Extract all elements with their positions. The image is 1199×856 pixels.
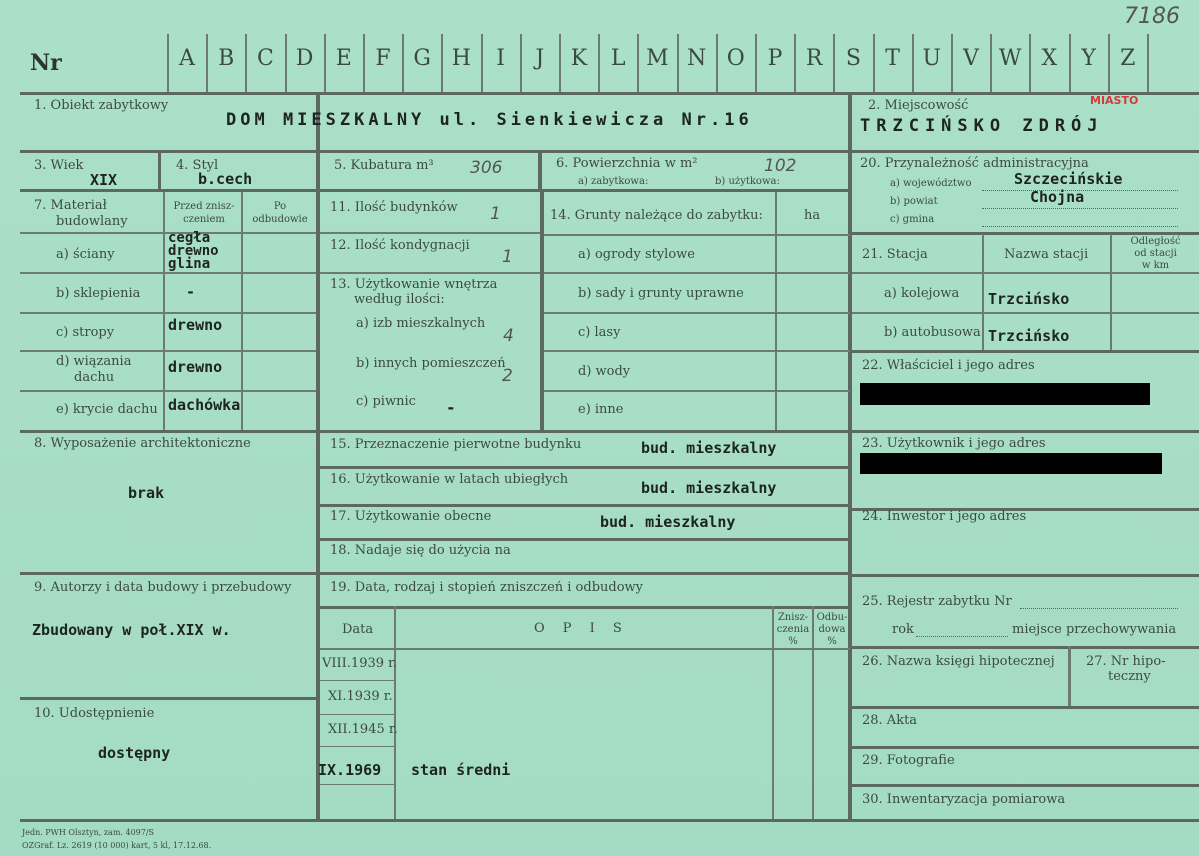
- field-6-label: 6. Powierzchnia w m²: [556, 156, 698, 171]
- letter-separator: [951, 34, 953, 92]
- field-14-row: c) lasy: [578, 325, 621, 340]
- material-row-label: a) ściany: [56, 247, 115, 262]
- letter-j: J: [535, 46, 545, 71]
- card-bottom: [20, 819, 1199, 822]
- f7-hline: [20, 390, 316, 392]
- material-before-value: dachówka: [168, 396, 241, 414]
- field-19-date: XII.1945 r.: [328, 722, 398, 737]
- field-10-label: 10. Udostępnienie: [34, 706, 155, 721]
- field-11-value: 1: [490, 204, 501, 224]
- hline: [544, 312, 850, 314]
- field-25-label: 25. Rejestr zabytku Nr: [862, 594, 1012, 609]
- letter-b: B: [218, 46, 235, 71]
- field-14-row: b) sady i grunty uprawne: [578, 286, 744, 301]
- field-13-a-value: 4: [503, 326, 514, 346]
- letter-f: F: [375, 46, 391, 71]
- field-21-col-dist: w km: [1141, 260, 1170, 271]
- hline: [320, 572, 850, 575]
- letter-v: V: [963, 46, 979, 71]
- field-3-label: 3. Wiek: [34, 158, 84, 173]
- row-2-divider-right: [852, 232, 1199, 235]
- letter-separator: [912, 34, 914, 92]
- field-3-value: XIX: [90, 171, 118, 189]
- letter-i: I: [496, 46, 505, 71]
- hline: [852, 646, 1199, 649]
- redaction-owner: [860, 383, 1150, 405]
- hline: [852, 350, 1199, 353]
- material-row-label: c) stropy: [56, 325, 115, 340]
- letter-separator: [245, 34, 247, 92]
- field-7-col-before-2: czeniem: [183, 214, 225, 225]
- header-divider: [20, 92, 1199, 95]
- f7-vline-1: [163, 192, 165, 430]
- field-20-c-label: c) gmina: [890, 214, 935, 225]
- field-20-a-label: a) województwo: [890, 178, 972, 189]
- hline: [320, 648, 850, 650]
- letter-m: M: [646, 46, 669, 71]
- letter-separator: [1069, 34, 1071, 92]
- f7-vline-2: [241, 192, 243, 430]
- letter-separator: [559, 34, 561, 92]
- field-19-date: VIII.1939 r.: [322, 656, 398, 671]
- field-12-label: 12. Ilość kondygnacji: [330, 238, 470, 253]
- field-19-label: 19. Data, rodzaj i stopień zniszczeń i odbudowy: [330, 580, 644, 595]
- f7-hline: [20, 350, 316, 352]
- material-before-value: drewno: [168, 316, 223, 334]
- hline: [320, 232, 540, 234]
- hline: [544, 350, 850, 352]
- field-17-label: 17. Użytkowanie obecne: [330, 509, 492, 524]
- hline: [544, 390, 850, 392]
- field-16-value: bud. mieszkalny: [641, 479, 777, 497]
- letter-w: W: [998, 46, 1022, 71]
- field-11-label: 11. Ilość budynków: [330, 200, 458, 215]
- field-19-opis: stan średni: [411, 761, 511, 779]
- dotted-line: [1020, 608, 1178, 609]
- divider-3-4: [158, 153, 161, 189]
- field-19-col-odbu: dowa: [818, 624, 846, 635]
- dotted-line: [916, 636, 1008, 637]
- field-29-label: 29. Fotografie: [862, 753, 955, 768]
- letter-c: C: [256, 46, 274, 71]
- field-21-label: 21. Stacja: [862, 247, 928, 262]
- field-5-label: 5. Kubatura m³: [334, 158, 434, 173]
- letter-u: U: [922, 46, 942, 71]
- letter-separator: [206, 34, 208, 92]
- letter-s: S: [845, 46, 861, 71]
- field-21-a-value: Trzcińsko: [988, 290, 1070, 308]
- field-5-value: 306: [470, 158, 503, 178]
- field-9-value: Zbudowany w poł.XIX w.: [32, 621, 231, 639]
- letter-separator: [598, 34, 600, 92]
- field-17-value: bud. mieszkalny: [600, 513, 736, 531]
- field-13-c-value: -: [446, 398, 456, 417]
- hline: [320, 680, 396, 681]
- letter-n: N: [686, 46, 707, 71]
- field-25-rok: rok: [892, 622, 914, 637]
- field-30-label: 30. Inwentaryzacja pomiarowa: [862, 792, 1066, 807]
- field-18-label: 18. Nadaje się do użycia na: [330, 543, 511, 558]
- letter-separator: [794, 34, 796, 92]
- field-1-value: DOM MIESZKALNY ul. Sienkiewicza Nr.16: [226, 110, 753, 130]
- field-19-col-date: Data: [342, 622, 374, 637]
- material-before-value: cegła: [168, 230, 211, 246]
- field-7-col-before-1: Przed znisz-: [173, 201, 235, 212]
- field-14-unit: ha: [804, 208, 821, 223]
- material-before-value: glina: [168, 256, 211, 272]
- letter-separator: [1029, 34, 1031, 92]
- field-19-col-opis: O P I S: [534, 621, 629, 636]
- field-25-miejsce: miejsce przechowywania: [1012, 622, 1177, 637]
- row-1-divider: [20, 150, 1199, 153]
- letter-separator: [833, 34, 835, 92]
- letter-separator: [481, 34, 483, 92]
- hline: [320, 746, 396, 747]
- f7-hline: [20, 272, 316, 274]
- field-20-a-value: Szczecińskie: [1014, 170, 1123, 188]
- field-19-col-znisz: Znisz-: [777, 612, 809, 623]
- f7-hline: [20, 312, 316, 314]
- field-14-row: e) inne: [578, 402, 624, 417]
- letter-o: O: [726, 46, 745, 71]
- letter-p: P: [767, 46, 783, 71]
- field-21-col-dist: od stacji: [1134, 248, 1177, 259]
- field-2-label: 2. Miejscowość: [868, 98, 969, 113]
- letter-separator: [363, 34, 365, 92]
- material-row-label: e) krycie dachu: [56, 402, 158, 417]
- field-23-label: 23. Użytkownik i jego adres: [862, 436, 1046, 451]
- hline: [320, 466, 850, 469]
- handwritten-number: 7186: [1124, 4, 1180, 29]
- material-before-value: -: [186, 283, 196, 301]
- field-26-label: 26. Nazwa księgi hipotecznej: [862, 654, 1055, 669]
- letter-g: G: [413, 46, 431, 71]
- field-13-b-value: 2: [502, 366, 513, 386]
- f14-vline: [775, 192, 777, 430]
- field-14-row: a) ogrody stylowe: [578, 247, 695, 262]
- field-15-value: bud. mieszkalny: [641, 439, 777, 457]
- field-2-value: TRZCIŃSKO ZDRÓJ: [860, 116, 1104, 136]
- mid-divider: [540, 192, 544, 430]
- letter-e: E: [335, 46, 352, 71]
- field-24-label: 24. Inwestor i jego adres: [862, 509, 1027, 524]
- field-13-a-label: a) izb mieszkalnych: [356, 316, 486, 331]
- field-21-col-dist: Odległość: [1130, 236, 1181, 247]
- hline: [852, 272, 1199, 274]
- field-6-value: 102: [764, 156, 797, 176]
- field-21-a-label: a) kolejowa: [884, 286, 960, 301]
- field-13-c-label: c) piwnic: [356, 394, 416, 409]
- letter-separator: [441, 34, 443, 92]
- field-20-b-label: b) powiat: [890, 196, 938, 207]
- footer-line-1: Jedn. PWH Olsztyn, zam. 4097/S: [22, 828, 155, 837]
- letter-d: D: [295, 46, 314, 71]
- hline: [852, 574, 1199, 577]
- letter-separator: [637, 34, 639, 92]
- letter-z: Z: [1120, 46, 1136, 71]
- field-20-b-value: Chojna: [1030, 188, 1085, 206]
- material-before-value: drewno: [168, 358, 223, 376]
- field-19-col-znisz: %: [788, 636, 798, 647]
- dotted-line: [982, 226, 1178, 227]
- field-7-label-2: budowlany: [56, 214, 128, 229]
- field-19-date: XI.1939 r.: [328, 689, 393, 704]
- letter-x: X: [1041, 46, 1058, 71]
- field-7-label-1: 7. Materiał: [34, 198, 107, 213]
- material-row-label: b) sklepienia: [56, 286, 141, 301]
- letter-separator: [402, 34, 404, 92]
- letter-r: R: [805, 46, 823, 71]
- row-2-divider-left: [20, 189, 850, 192]
- field-21-col-name: Nazwa stacji: [1004, 247, 1089, 262]
- field-13-label-2: według ilości:: [354, 292, 445, 307]
- field-7-col-after-2: odbudowie: [252, 214, 308, 225]
- field-27-label: 27. Nr hipo-: [1086, 654, 1166, 669]
- field-4-value: b.cech: [198, 170, 253, 188]
- field-27-label: teczny: [1108, 669, 1151, 684]
- letter-separator: [324, 34, 326, 92]
- field-10-value: dostępny: [98, 744, 171, 762]
- material-before-value: drewno: [168, 243, 219, 259]
- letter-k: K: [570, 46, 588, 71]
- letter-separator: [677, 34, 679, 92]
- field-15-label: 15. Przeznaczenie pierwotne budynku: [330, 437, 582, 452]
- divider-5-6: [538, 153, 542, 189]
- column-divider-right: [848, 95, 852, 820]
- hline: [20, 697, 316, 700]
- f19-vline-date: [394, 606, 396, 820]
- field-14-label: 14. Grunty należące do zabytku:: [550, 208, 763, 223]
- nr-label: Nr: [30, 50, 62, 76]
- hline: [852, 706, 1199, 709]
- hline: [320, 784, 396, 785]
- field-19-col-odbu: %: [827, 636, 837, 647]
- field-19-date: IX.1969: [318, 761, 382, 779]
- field-6-sub-b: b) użytkowa:: [715, 176, 780, 187]
- letter-t: T: [885, 46, 900, 71]
- letter-separator: [716, 34, 718, 92]
- dotted-line: [982, 190, 1178, 191]
- redaction-user: [860, 453, 1162, 474]
- field-14-row: d) wody: [578, 364, 631, 379]
- hline: [852, 430, 1199, 433]
- hline: [544, 272, 850, 274]
- footer-line-2: OZGraf. Lz. 2619 (10 000) kart, 5 kl, 17.12.68.: [22, 841, 212, 850]
- hline: [852, 784, 1199, 787]
- letter-separator: [285, 34, 287, 92]
- hline: [20, 572, 316, 575]
- field-16-label: 16. Użytkowanie w latach ubiegłych: [330, 472, 569, 487]
- letter-separator: [520, 34, 522, 92]
- row-7-bottom: [20, 430, 850, 433]
- hline: [852, 746, 1199, 749]
- hline: [320, 606, 850, 609]
- letter-y: Y: [1081, 46, 1096, 71]
- field-4-label: 4. Styl: [176, 158, 219, 173]
- field-8-label: 8. Wyposażenie architektoniczne: [34, 436, 251, 451]
- material-row-label: d) wiązania: [56, 354, 132, 369]
- hline: [852, 312, 1199, 314]
- miasto-stamp: MIASTO: [1090, 94, 1139, 107]
- letter-separator: [990, 34, 992, 92]
- field-9-label: 9. Autorzy i data budowy i przebudowy: [34, 580, 292, 595]
- letter-h: H: [451, 46, 471, 71]
- f21-vline: [982, 234, 984, 350]
- field-21-b-value: Trzcińsko: [988, 327, 1070, 345]
- hline: [544, 234, 850, 236]
- field-1-label: 1. Obiekt zabytkowy: [34, 98, 169, 113]
- letter-separator: [755, 34, 757, 92]
- field-7-col-after-1: Po: [273, 201, 287, 212]
- field-20-label: 20. Przynależność administracyjna: [860, 156, 1089, 171]
- field-22-label: 22. Właściciel i jego adres: [862, 358, 1035, 373]
- field-19-col-znisz: czenia: [776, 624, 810, 635]
- hline: [320, 714, 396, 715]
- field-13-b-label: b) innych pomieszczeń: [356, 356, 506, 371]
- dotted-line: [982, 208, 1178, 209]
- letter-separator: [167, 34, 169, 92]
- hline: [320, 272, 540, 274]
- field-21-b-label: b) autobusowa: [884, 325, 981, 340]
- f26-vline: [1068, 646, 1071, 706]
- letter-separator: [1147, 34, 1149, 92]
- letter-a: A: [179, 46, 195, 71]
- field-13-label-1: 13. Użytkowanie wnętrza: [330, 277, 498, 292]
- field-28-label: 28. Akta: [862, 713, 918, 728]
- hline: [320, 504, 850, 507]
- field-19-col-odbu: Odbu-: [816, 612, 848, 623]
- hline: [320, 538, 850, 541]
- f21-vline: [1110, 234, 1112, 350]
- field-12-value: 1: [502, 247, 513, 267]
- letter-separator: [873, 34, 875, 92]
- field-6-sub-a: a) zabytkowa:: [578, 176, 649, 187]
- material-row-label: dachu: [74, 370, 115, 385]
- letter-separator: [1108, 34, 1110, 92]
- letter-l: L: [610, 46, 626, 71]
- column-divider-left: [316, 95, 320, 820]
- field-8-value: brak: [128, 484, 165, 502]
